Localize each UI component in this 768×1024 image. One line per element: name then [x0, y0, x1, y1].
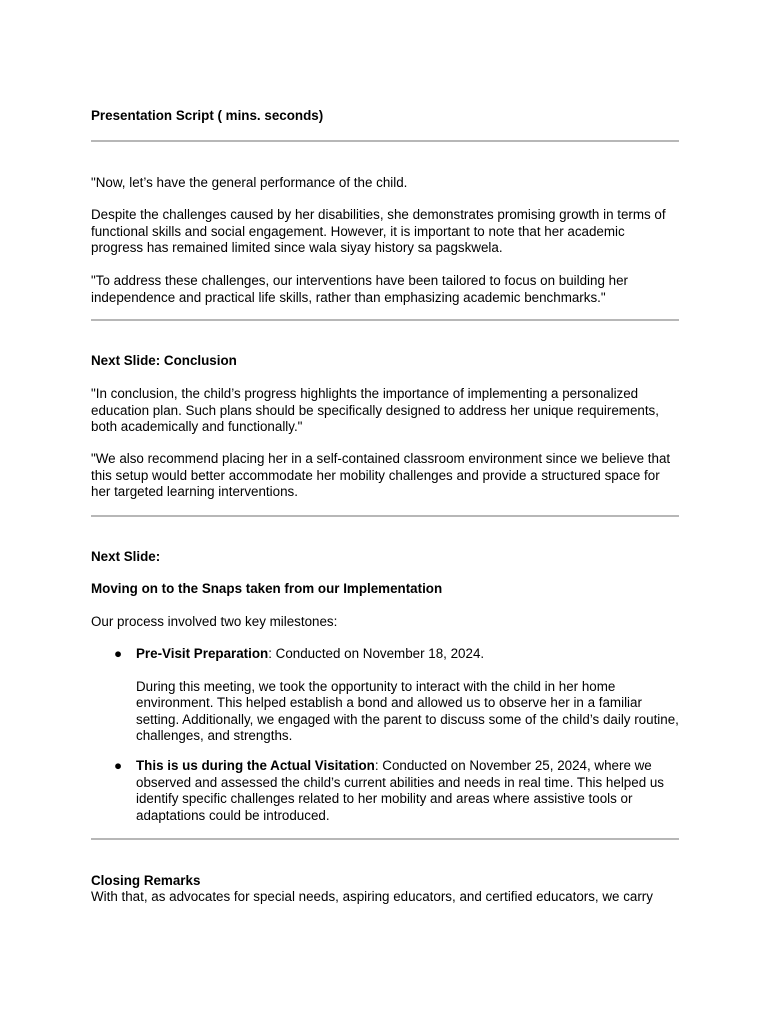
horizontal-rule [91, 515, 679, 517]
conclusion-paragraph-2: "We also recommend placing her in a self-contained classroom environment since we believe that this setup would better accommodate her mobility challenges and provide a structured space for her targeted learning interventions. [91, 451, 671, 499]
conclusion-heading: Next Slide: Conclusion [91, 353, 237, 368]
intro-paragraph-3: "To address these challenges, our interventions have been tailored to focus on building her independence and practical life skills, rather than emphasizing academic benchmarks." [91, 273, 629, 305]
closing-heading: Closing Remarks [91, 873, 201, 888]
list-item-line [136, 646, 679, 663]
snaps-subheading: Moving on to the Snaps taken from our Implementation [91, 581, 443, 596]
snaps-lead: Our process involved two key milestones: [91, 614, 338, 629]
intro-paragraph-1: "Now, let’s have the general performance of the child. [91, 175, 408, 190]
bullet-icon: ● [114, 646, 123, 661]
list-item-line [136, 758, 679, 824]
horizontal-rule [91, 319, 679, 321]
document-title: Presentation Script ( mins. seconds) [91, 108, 324, 123]
closing-text: With that, as advocates for special needs, aspiring educators, and certified educators, we carry [91, 889, 653, 904]
bullet-icon: ● [114, 758, 123, 773]
list-item-label: This is us during the Actual Visitation [136, 758, 375, 773]
conclusion-paragraph-1: "In conclusion, the child’s progress highlights the importance of implementing a personalized education plan. Such plans should be specifically designed to address her unique requirements, both academically and functionally." [91, 386, 659, 434]
intro-paragraph-2: Despite the challenges caused by her disabilities, she demonstrates promising growth in terms of functional skills and social engagement. However, it is important to note that her academic progress has remained limited since wala siyay history sa pagskwela. [91, 207, 666, 255]
list-item-detail: During this meeting, we took the opportunity to interact with the child in her home environment. This helped establish a bond and allowed us to observe her in a familiar setting. Additionally, we engaged with the parent to discuss some of the child’s daily routine, challenges, and strengths. [136, 678, 679, 743]
horizontal-rule [91, 140, 679, 142]
snaps-heading: Next Slide: [91, 549, 161, 564]
list-item-text: : Conducted on November 25, 2024, where we observed and assessed the child’s current abilities and needs in real time. This helped us identify specific challenges related to her mobility and areas where assistive tools or adaptations could be introduced. [136, 758, 665, 823]
list-item-label: Pre-Visit Preparation [136, 646, 269, 661]
horizontal-rule [91, 838, 679, 840]
list-item-text: : Conducted on November 18, 2024. [268, 646, 485, 661]
